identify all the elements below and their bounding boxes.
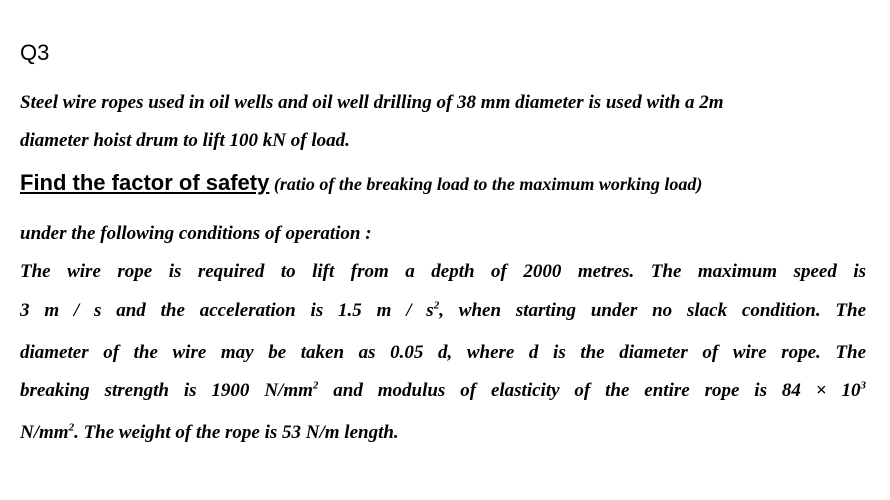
superscript: 2 bbox=[433, 299, 440, 312]
condition-text-line bbox=[20, 299, 866, 323]
problem-text-line: diameter hoist drum to lift 100 kN of load. bbox=[20, 130, 350, 151]
condition-text-segment: 3 m / s and the acceleration is 1.5 m / s bbox=[20, 300, 434, 321]
task-definition: (ratio of the breaking load to the maximum working load) bbox=[269, 174, 703, 194]
condition-text-segment: N/mm bbox=[20, 422, 69, 443]
superscript: 3 bbox=[860, 379, 866, 392]
condition-text-line: The wire rope is required to lift from a depth of 2000 metres. The maximum speed is bbox=[20, 261, 866, 282]
condition-text-segment: breaking strength is 1900 N/mm bbox=[20, 380, 313, 401]
condition-text-line bbox=[20, 421, 399, 445]
condition-text-line bbox=[20, 379, 866, 403]
superscript: 2 bbox=[68, 421, 75, 434]
superscript: 2 bbox=[312, 379, 319, 392]
question-label: Q3 bbox=[20, 40, 50, 65]
condition-text-line: diameter of the wire may be taken as 0.05 d, where d is the diameter of wire rope. The bbox=[20, 342, 866, 363]
condition-text-segment: . The weight of the rope is 53 N/m length. bbox=[74, 422, 399, 443]
problem-text-line: Steel wire ropes used in oil wells and oil well drilling of 38 mm diameter is used with a 2m bbox=[20, 92, 724, 113]
condition-text-segment: and modulus of elasticity of the entire rope is 84 × 10 bbox=[318, 380, 861, 401]
task-text-line: under the following conditions of operation : bbox=[20, 223, 372, 244]
task-heading: Find the factor of safety bbox=[20, 170, 270, 195]
condition-text-segment: , when starting under no slack condition. The bbox=[439, 300, 867, 321]
task-line bbox=[20, 171, 702, 197]
